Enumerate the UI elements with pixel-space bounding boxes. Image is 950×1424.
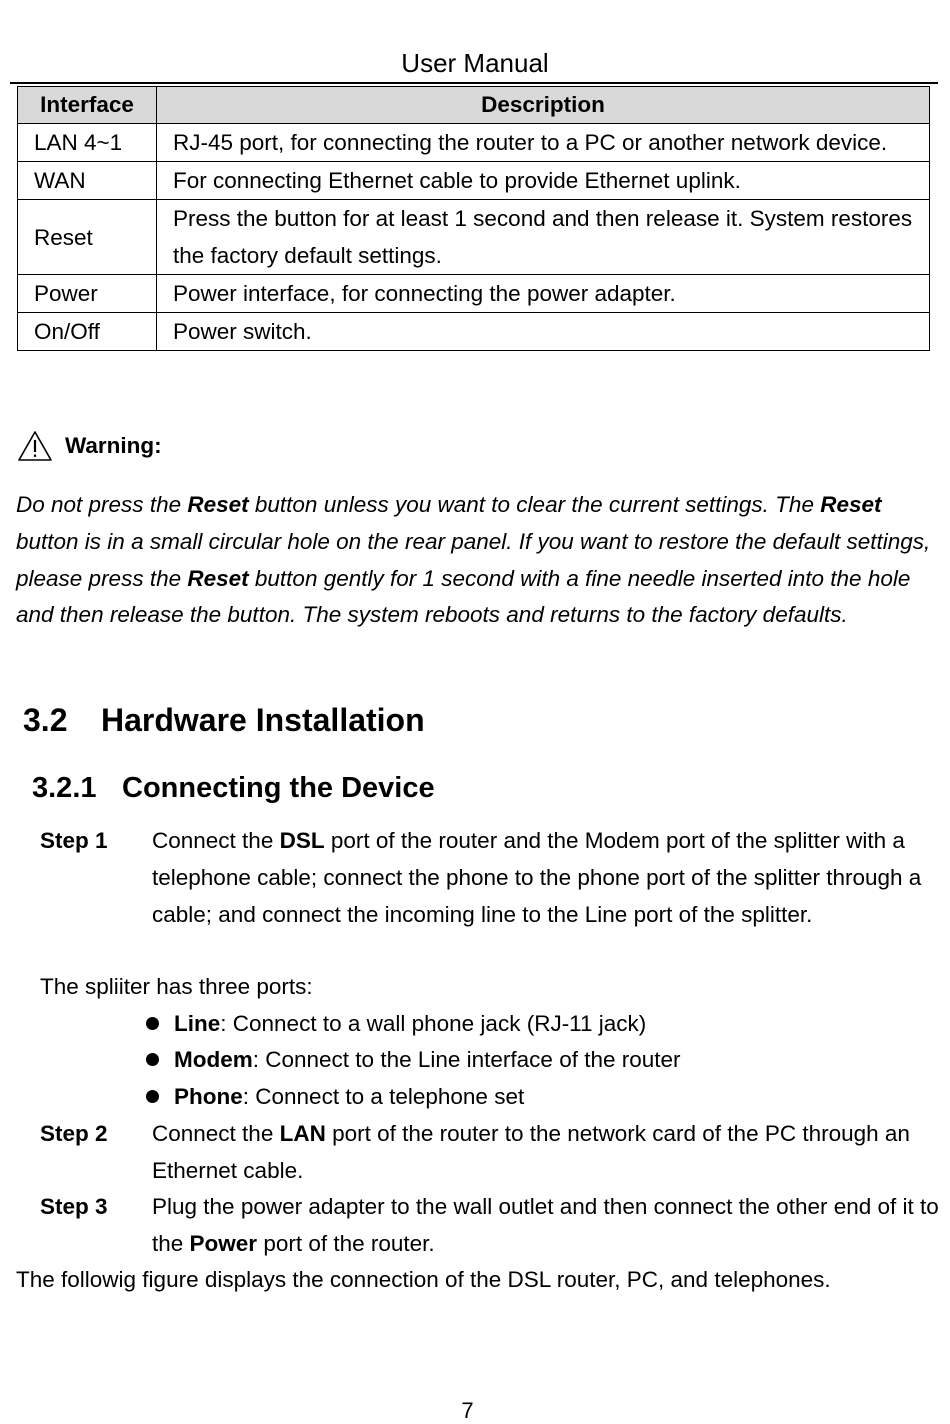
- description-cell: Press the button for at least 1 second and then release it. System restores the factory default settings.: [157, 200, 930, 275]
- reset-term: Reset: [187, 565, 249, 591]
- step-text-part: port of the router and the Modem port of the splitter with a telephone cable; connect the phone to the phone port of the splitter through a cable; and connect the incoming line to the Line port of the splitter.: [152, 828, 922, 927]
- list-item: [146, 1006, 646, 1043]
- description-cell: For connecting Ethernet cable to provide Ethernet uplink.: [157, 162, 930, 200]
- bullet-text: : Connect to the Line interface of the router: [252, 1047, 681, 1072]
- column-header-interface: Interface: [18, 87, 157, 124]
- bullet-text: : Connect to a telephone set: [242, 1084, 525, 1109]
- interface-cell: Power: [18, 275, 157, 313]
- step-text: [152, 1116, 942, 1190]
- interface-cell: Reset: [18, 200, 157, 275]
- table-row: [18, 162, 930, 200]
- warning-text-part: button gently for 1 second with a fine needle inserted into the hole and then release the button. The system reboots and returns to the factory defaults.: [16, 565, 911, 628]
- reset-term: Reset: [820, 492, 882, 517]
- warning-text-part: button unless you want to clear the current settings. The: [248, 492, 821, 517]
- step-text-part: Plug the power adapter to the wall outlet and then connect the other end of it to the: [152, 1194, 939, 1256]
- warning-triangle-icon: [17, 430, 53, 462]
- bullet-icon: [146, 1017, 159, 1030]
- warning-text-part: button is in a small circular hole on the rear panel. If you want to restore the default settings, please press the: [16, 528, 931, 591]
- step-text-part: port of the router to the network card of the PC through an Ethernet cable.: [152, 1121, 910, 1183]
- bullet-term: Phone: [174, 1084, 243, 1109]
- list-item: [146, 1079, 524, 1116]
- warning-text: [16, 487, 936, 634]
- section-title: Hardware Installation: [101, 702, 425, 738]
- subsection-heading: [32, 772, 435, 805]
- lan-term: LAN: [279, 1121, 326, 1146]
- bullet-icon: [146, 1090, 159, 1103]
- step-text-part: Connect the: [152, 1121, 280, 1146]
- dsl-term: DSL: [279, 828, 325, 853]
- section-number: 3.2: [23, 702, 68, 738]
- table-row: [18, 313, 930, 351]
- figure-caption: The followig figure displays the connection of the DSL router, PC, and telephones.: [16, 1267, 831, 1292]
- subsection-title: Connecting the Device: [122, 772, 435, 804]
- step-text: [152, 1189, 942, 1263]
- description-cell: RJ-45 port, for connecting the router to a PC or another network device.: [157, 124, 930, 162]
- step-text-part: port of the router.: [257, 1230, 435, 1256]
- page-number: 7: [461, 1398, 474, 1423]
- warning-text-part: Do not press the: [16, 492, 188, 517]
- list-item: [146, 1042, 681, 1079]
- step-label: Step 1: [40, 828, 108, 853]
- header-rule: [10, 82, 938, 84]
- warning-label: Warning:: [65, 433, 162, 458]
- column-header-description: Description: [157, 87, 930, 124]
- table-header-row: [18, 87, 930, 124]
- table-row: [18, 124, 930, 162]
- bullet-text: : Connect to a wall phone jack (RJ-11 jack): [220, 1011, 647, 1036]
- step-label: Step 2: [40, 1121, 108, 1146]
- table-row: [18, 275, 930, 313]
- description-cell: Power interface, for connecting the power adapter.: [157, 275, 930, 313]
- step-text: [152, 823, 942, 933]
- warning-heading: [17, 430, 162, 462]
- section-heading: [23, 702, 425, 739]
- bullet-term: Line: [174, 1011, 221, 1036]
- bullet-term: Modem: [174, 1047, 253, 1072]
- table-row: [18, 200, 930, 275]
- interface-table: [17, 86, 930, 351]
- description-cell: Power switch.: [157, 313, 930, 351]
- power-term: Power: [189, 1230, 258, 1256]
- subsection-number: 3.2.1: [32, 772, 97, 804]
- interface-cell: WAN: [18, 162, 157, 200]
- interface-cell: LAN 4~1: [18, 124, 157, 162]
- bullet-icon: [146, 1053, 159, 1066]
- step-label: Step 3: [40, 1194, 108, 1219]
- page-header-title: User Manual: [401, 48, 549, 78]
- interface-cell: On/Off: [18, 313, 157, 351]
- step-text-part: Connect the: [152, 828, 280, 853]
- reset-term: Reset: [187, 492, 249, 517]
- splitter-intro: The spliiter has three ports:: [40, 974, 313, 999]
